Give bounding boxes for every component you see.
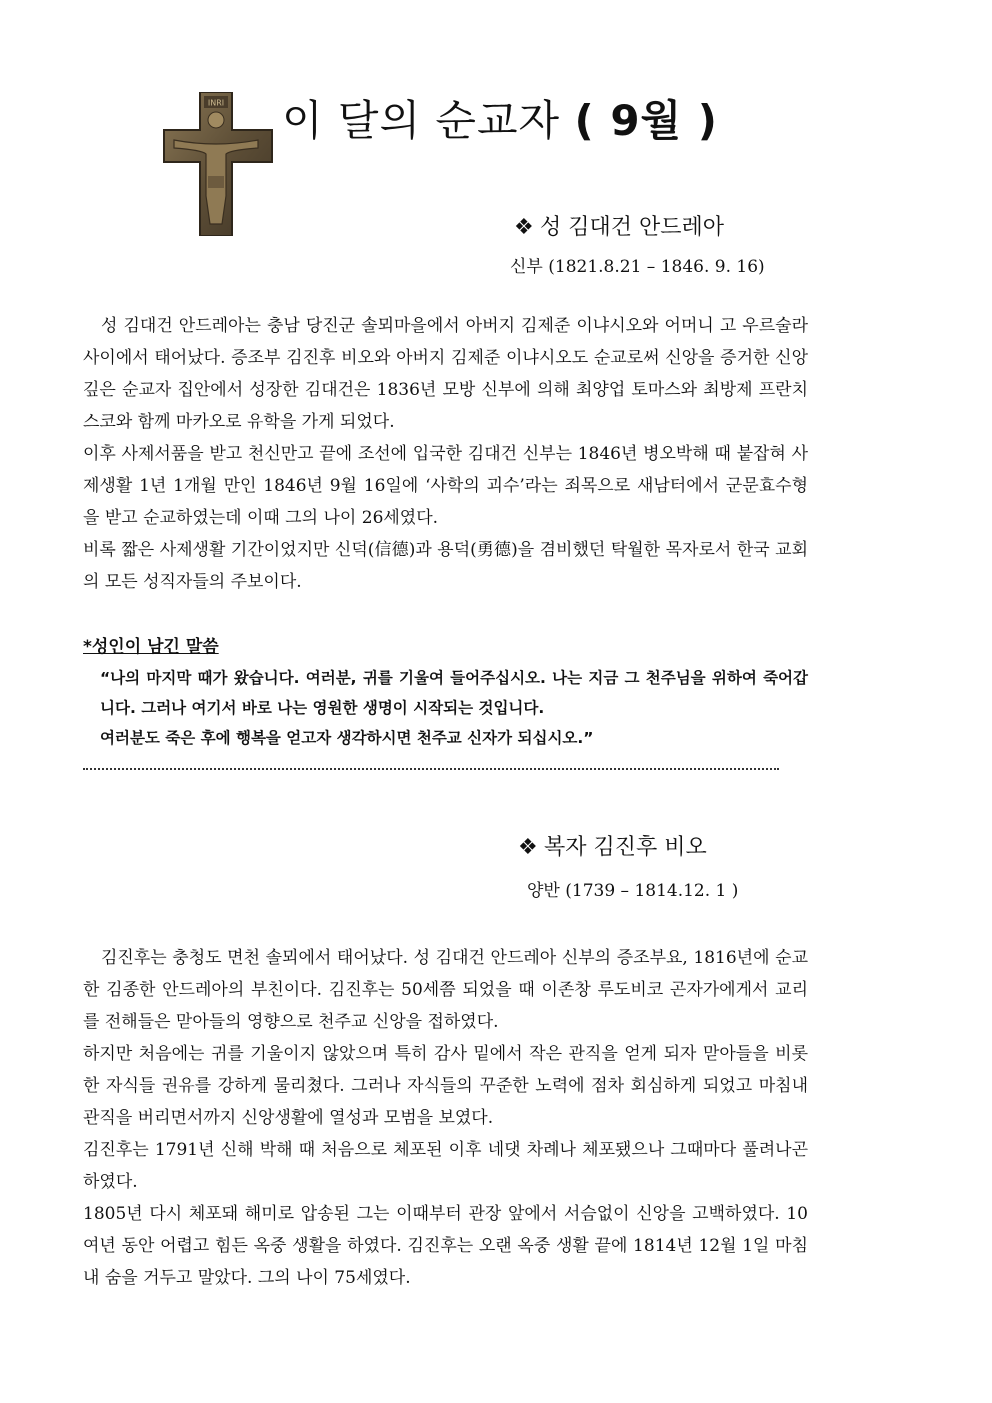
saint-2-paragraph-4: 1805년 다시 체포돼 해미로 압송된 그는 이때부터 관장 앞에서 서슴없이 신앙을 고백하였다. 10여년 동안 어렵고 힘든 옥중 생활을 하였다. 김진후는 오랜 옥중 생활 끝에 1814년 12월 1일 마침내 숨을 거두고 말았다. 그의 나이 75세였다. [83, 1204, 808, 1288]
quote-heading: *성인이 남긴 말씀 [83, 637, 219, 657]
saint-1-paragraph-1: 성 김대건 안드레아는 충남 당진군 솔뫼마을에서 아버지 김제준 이냐시오와 어머니 고 우르술라 사이에서 태어났다. 증조부 김진후 비오와 아버지 김제준 이냐시오도 순교로써 신앙을 증거한 신앙 깊은 순교자 집안에서 성장한 김대건은 1836년 모방 신부에 의해 최양업 토마스와 최방제 프란치스코와 함께 마카오로 유학을 가게 되었다. [83, 316, 808, 432]
saint-1-biography [83, 310, 808, 598]
dotted-divider [83, 768, 779, 770]
diamond-bullet-icon: ❖ [514, 215, 534, 240]
quote-line-2: 여러분도 죽은 후에 행복을 얻고자 생각하시면 천주교 신자가 되십시오.” [100, 729, 594, 747]
saint-2-paragraph-2: 하지만 처음에는 귀를 기울이지 않았으며 특히 감사 밑에서 작은 관직을 얻게 되자 맏아들을 비롯한 자식들 권유를 강하게 물리쳤다. 그러나 자식들의 꾸준한 노력에 점차 회심하게 되었고 마침내 관직을 버리면서까지 신앙생활에 열성과 모범을 보였다. [83, 1044, 808, 1128]
saint-1-heading [514, 210, 724, 241]
crucifix-icon [160, 92, 276, 236]
cross-inscription: INRI [207, 98, 225, 108]
title-month: ( 9월 ) [574, 96, 718, 145]
saint-2-name: 복자 김진후 비오 [544, 835, 707, 860]
diamond-bullet-icon: ❖ [518, 835, 538, 860]
saint-2-paragraph-1: 김진후는 충청도 면천 솔뫼에서 태어났다. 성 김대건 안드레아 신부의 증조부요, 1816년에 순교한 김종한 안드레아의 부친이다. 김진후는 50세쯤 되었을 때 이존창 루도비코 곤자가에게서 교리를 전해들은 맏아들의 영향으로 천주교 신앙을 접하였다. [83, 948, 808, 1032]
saint-1-paragraph-3: 비록 짧은 사제생활 기간이었지만 신덕(信德)과 용덕(勇德)을 겸비했던 탁월한 목자로서 한국 교회의 모든 성직자들의 주보이다. [83, 540, 808, 592]
saint-1-paragraph-2: 이후 사제서품을 받고 천신만고 끝에 조선에 입국한 김대건 신부는 1846년 병오박해 때 붙잡혀 사제생활 1년 1개월 만인 1846년 9월 16일에 ‘사학의 괴수’라는 죄목으로 새남터에서 군문효수형을 받고 순교하였는데 이때 그의 나이 26세였다. [83, 444, 808, 528]
saint-2-heading [518, 830, 707, 861]
saint-1-dates: 신부 (1821.8.21 – 1846. 9. 16) [510, 257, 765, 277]
saint-1-name: 성 김대건 안드레아 [540, 215, 725, 240]
saint-2-paragraph-3: 김진후는 1791년 신해 박해 때 처음으로 체포된 이후 네댓 차례나 체포됐으나 그때마다 풀려나곤 하였다. [83, 1140, 808, 1192]
saint-2-biography [83, 942, 808, 1294]
saint-2-dates: 양반 (1739 – 1814.12. 1 ) [527, 881, 739, 901]
title-text: 이 달의 순교자 [282, 96, 561, 145]
page-title [282, 88, 718, 148]
quote-line-1: “나의 마지막 때가 왔습니다. 여러분, 귀를 기울여 들어주십시오. 나는 지금 그 천주님을 위하여 죽어갑니다. 그러나 여기서 바로 나는 영원한 생명이 시작되는 것입니다. [100, 669, 808, 717]
saint-quote [100, 663, 808, 753]
